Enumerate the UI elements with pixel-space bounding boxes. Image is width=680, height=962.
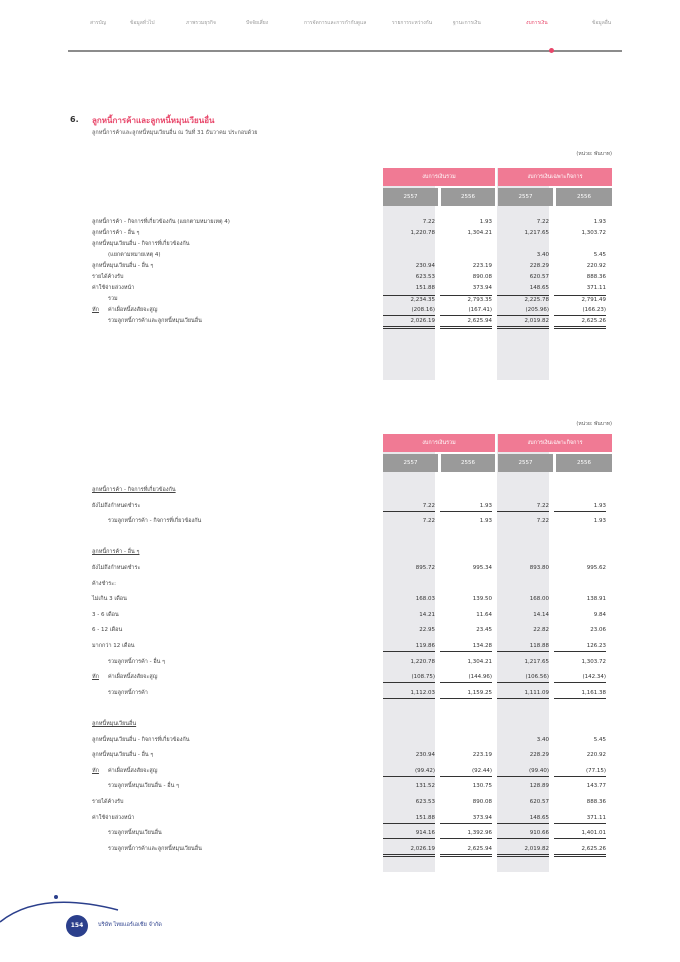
row-label: ค่าเผื่อหนี้สงสัยจะสูญ: [108, 767, 158, 774]
cell-value: 2,026.19: [383, 845, 435, 857]
nav-active-marker: [549, 48, 554, 53]
table-row: [0, 595, 680, 604]
row-label: ลูกหนี้การค้า - อื่น ๆ: [92, 549, 140, 556]
cell-value: (77.15): [554, 767, 606, 777]
cell-value: 888.36: [586, 799, 606, 805]
cell-value: 623.53: [415, 274, 435, 280]
row-label: รวมลูกหนี้การค้า - กิจการที่เกี่ยวข้องกัน: [108, 518, 202, 525]
row-label: ลูกหนี้หมุนเวียนอื่น - กิจการที่เกี่ยวข้องกัน: [92, 241, 190, 247]
header-year: 2557: [383, 454, 438, 472]
cell-value: 3.40: [536, 736, 549, 743]
cell-value: 14.21: [419, 611, 435, 618]
cell-value: 223.19: [472, 263, 492, 269]
row-label: รวมลูกหนี้การค้า - อื่น ๆ: [108, 658, 166, 665]
row-label: 6 - 12 เดือน: [92, 627, 123, 634]
cell-value: 2,625.94: [440, 317, 492, 329]
row-label: ลูกหนี้หมุนเวียนอื่น: [92, 721, 137, 727]
row-label: รวมลูกหนี้การค้า: [108, 689, 148, 696]
cell-value: (99.42): [383, 767, 435, 777]
row-label: ค่าเผื่อหนี้สงสัยจะสูญ: [108, 674, 158, 681]
row-label: ค่าใช้จ่ายล่วงหน้า: [92, 814, 135, 821]
row-label: รายได้ค้างรับ: [92, 274, 124, 280]
table-row: [0, 798, 680, 807]
cell-value: 22.82: [533, 627, 549, 634]
cell-value: 1,304.21: [467, 658, 492, 665]
nav-item[interactable]: ปัจจัยเสี่ยง: [246, 20, 269, 26]
nav-item[interactable]: ข้อมูลอื่น: [592, 20, 612, 26]
table-row: [0, 814, 680, 823]
cell-value: 1.93: [593, 518, 606, 525]
header-year: 2557: [498, 188, 553, 206]
cell-value: 3.40: [536, 252, 549, 258]
cell-value: 371.11: [554, 814, 606, 824]
table-row: [0, 240, 680, 249]
table-row: [0, 533, 680, 542]
nav-item[interactable]: ฐานะการเงิน: [453, 20, 481, 26]
row-label: ยังไม่ถึงกำหนดชำระ: [92, 502, 141, 509]
cell-value: 890.08: [472, 274, 492, 280]
table-row: [0, 767, 680, 776]
cell-value: 1,161.38: [554, 689, 606, 699]
cell-value: (108.75): [383, 673, 435, 683]
cell-value: 2,793.35: [440, 295, 492, 305]
cell-value: 168.00: [529, 596, 549, 603]
cell-value: 623.53: [415, 799, 435, 805]
cell-value: 914.16: [383, 829, 435, 839]
cell-value: 134.28: [440, 642, 492, 652]
cell-value: 230.94: [415, 752, 435, 759]
nav-item[interactable]: งบการเงิน: [526, 20, 548, 26]
cell-value: 890.08: [472, 799, 492, 805]
cell-value: 1,304.21: [467, 230, 492, 236]
cell-value: 995.62: [586, 565, 606, 571]
table-row: [0, 704, 680, 713]
cell-value: 2,225.78: [497, 295, 549, 305]
cell-value: 220.92: [586, 263, 606, 269]
cell-value: (208.16): [383, 306, 435, 316]
table-row: [0, 845, 680, 854]
table1-header: [383, 168, 612, 208]
row-label: ลูกหนี้การค้า - กิจการที่เกี่ยวข้องกัน: [92, 487, 176, 493]
top-navigation: [68, 20, 620, 40]
cell-value: (205.96): [497, 306, 549, 316]
cell-value: 14.14: [533, 611, 549, 618]
footer-company-name: บริษัท ไทยแอร์เอเชีย จำกัด: [98, 922, 162, 928]
cell-value: 2,791.49: [554, 295, 606, 305]
cell-value: 23.06: [590, 627, 606, 634]
table-row: [0, 295, 680, 304]
cell-value: 1.93: [479, 518, 492, 525]
table-row: [0, 262, 680, 271]
header-group-consolidated: งบการเงินรวม: [383, 168, 495, 186]
cell-value: 1,111.09: [497, 689, 549, 699]
cell-value: (142.34): [554, 673, 606, 683]
cell-value: 1,401.01: [554, 829, 606, 839]
row-label: มากกว่า 12 เดือน: [92, 643, 135, 649]
cell-value: 5.45: [593, 736, 606, 743]
cell-value: (167.41): [440, 306, 492, 316]
cell-value: 128.89: [529, 783, 549, 790]
cell-value: 1,392.96: [440, 829, 492, 839]
cell-value: 2,625.26: [554, 317, 606, 329]
cell-value: (144.96): [440, 673, 492, 683]
cell-value: 1,220.78: [410, 230, 435, 236]
row-label: รวม: [108, 296, 118, 302]
row-label: ค้างชำระ:: [92, 580, 117, 587]
cell-value: 126.23: [554, 642, 606, 652]
table-row: [0, 736, 680, 745]
cell-value: 139.50: [472, 596, 492, 603]
cell-value: 23.45: [476, 627, 492, 634]
cell-value: 119.86: [383, 642, 435, 652]
row-label: 3 - 6 เดือน: [92, 611, 119, 618]
table-row: [0, 720, 680, 729]
table-row: [0, 642, 680, 651]
nav-item[interactable]: รายการระหว่างกัน: [392, 20, 433, 26]
header-group-separate: งบการเงินเฉพาะกิจการ: [498, 168, 612, 186]
cell-value: 7.22: [422, 518, 435, 525]
cell-value: 371.11: [586, 285, 606, 291]
section-number: 6.: [70, 115, 79, 124]
cell-value: 148.65: [529, 285, 549, 291]
table-row: [0, 273, 680, 282]
row-label: ไม่เกิน 3 เดือน: [92, 596, 127, 603]
table-row: [0, 580, 680, 589]
page-number-badge: 154: [66, 915, 88, 937]
cell-value: 1,217.65: [524, 658, 549, 665]
header-group-consolidated: งบการเงินรวม: [383, 434, 495, 452]
table-row: [0, 317, 680, 326]
cell-value: 893.80: [529, 565, 549, 571]
row-label: ยังไม่ถึงกำหนดชำระ: [92, 565, 141, 571]
cell-value: 373.94: [440, 814, 492, 824]
header-year: 2556: [556, 188, 612, 206]
unit-label: (หน่วย: พันบาท): [576, 151, 612, 157]
nav-item[interactable]: การจัดการและการกำกับดูแล: [304, 20, 367, 26]
cell-value: 7.22: [536, 518, 549, 525]
nav-item[interactable]: ภาพรวมธุรกิจ: [186, 20, 216, 26]
cell-value: 1.93: [593, 219, 606, 225]
section-title: ลูกหนี้การค้าและลูกหนี้หมุนเวียนอื่น: [92, 116, 215, 125]
cell-value: 2,625.94: [440, 845, 492, 857]
row-prefix: หัก: [92, 767, 99, 774]
cell-value: 168.03: [415, 596, 435, 603]
cell-value: 2,625.26: [554, 845, 606, 857]
cell-value: 2,234.35: [383, 295, 435, 305]
cell-value: 131.52: [415, 783, 435, 790]
cell-value: 2,026.19: [383, 317, 435, 329]
cell-value: 151.88: [415, 285, 435, 291]
section-subtitle: ลูกหนี้การค้าและลูกหนี้หมุนเวียนอื่น ณ วันที่ 31 ธันวาคม ประกอบด้วย: [92, 130, 258, 136]
header-group-separate: งบการเงินเฉพาะกิจการ: [498, 434, 612, 452]
cell-value: 1,303.72: [581, 658, 606, 665]
row-label: ลูกหนี้หมุนเวียนอื่น - กิจการที่เกี่ยวข้องกัน: [92, 736, 190, 743]
row-prefix: หัก: [92, 674, 99, 681]
table2-header: [383, 434, 612, 474]
cell-value: 9.84: [593, 611, 606, 618]
table-row: [0, 626, 680, 635]
cell-value: 138.91: [586, 596, 606, 603]
table-row: [0, 218, 680, 227]
table-row: [0, 486, 680, 495]
cell-value: (166.23): [554, 306, 606, 316]
cell-value: 143.77: [586, 783, 606, 790]
row-label: ลูกหนี้การค้า - อื่น ๆ: [92, 230, 140, 236]
cell-value: 228.29: [529, 752, 549, 759]
table-row: [0, 502, 680, 511]
cell-value: (92.44): [440, 767, 492, 777]
cell-value: 5.45: [593, 252, 606, 258]
nav-item[interactable]: สารบัญ: [90, 20, 106, 26]
header-year: 2556: [441, 454, 495, 472]
nav-item[interactable]: ข้อมูลทั่วไป: [130, 20, 155, 26]
cell-value: 1.93: [440, 502, 492, 512]
cell-value: 895.72: [415, 565, 435, 571]
row-label: (แยกตามหมายเหตุ 4): [108, 252, 161, 258]
table-row: [0, 611, 680, 620]
header-year: 2557: [498, 454, 553, 472]
table-row: [0, 564, 680, 573]
table-row: [0, 306, 680, 315]
cell-value: 2,019.82: [497, 317, 549, 329]
cell-value: 230.94: [415, 263, 435, 269]
table-row: [0, 751, 680, 760]
row-label: ลูกหนี้หมุนเวียนอื่น - อื่น ๆ: [92, 752, 154, 759]
cell-value: 11.64: [476, 611, 492, 618]
table-row: [0, 284, 680, 293]
nav-divider: [68, 50, 622, 52]
table-row: [0, 658, 680, 667]
cell-value: 130.75: [472, 783, 492, 790]
row-label: รวมลูกหนี้การค้าและลูกหนี้หมุนเวียนอื่น: [108, 318, 202, 324]
cell-value: 7.22: [536, 219, 549, 225]
cell-value: 22.95: [419, 627, 435, 634]
cell-value: (99.40): [497, 767, 549, 777]
row-label: รวมลูกหนี้หมุนเวียนอื่น - อื่น ๆ: [108, 783, 180, 790]
row-label: ลูกหนี้การค้า - กิจการที่เกี่ยวข้องกัน (แยกตามหมายเหตุ 4): [92, 219, 230, 225]
row-label: ลูกหนี้หมุนเวียนอื่น - อื่น ๆ: [92, 263, 154, 269]
table-row: [0, 548, 680, 557]
row-label: รวมลูกหนี้การค้าและลูกหนี้หมุนเวียนอื่น: [108, 845, 202, 852]
cell-value: 148.65: [497, 814, 549, 824]
table-row: [0, 229, 680, 238]
header-year: 2557: [383, 188, 438, 206]
cell-value: 223.19: [472, 752, 492, 759]
cell-value: 220.92: [586, 752, 606, 759]
cell-value: 228.29: [529, 263, 549, 269]
table-row: [0, 782, 680, 791]
header-year: 2556: [441, 188, 495, 206]
cell-value: 910.66: [497, 829, 549, 839]
table-row: [0, 517, 680, 526]
cell-value: 151.88: [383, 814, 435, 824]
table-row: [0, 689, 680, 698]
row-label: รายได้ค้างรับ: [92, 799, 124, 805]
cell-value: 2,019.82: [497, 845, 549, 857]
cell-value: (106.56): [497, 673, 549, 683]
cell-value: 1,303.72: [581, 230, 606, 236]
cell-value: 118.88: [497, 642, 549, 652]
table-row: [0, 673, 680, 682]
cell-value: 995.34: [472, 565, 492, 571]
cell-value: 1,112.03: [383, 689, 435, 699]
cell-value: 1,220.78: [410, 658, 435, 665]
header-year: 2556: [556, 454, 612, 472]
table-row: [0, 829, 680, 838]
cell-value: 888.36: [586, 274, 606, 280]
row-label: ค่าเผื่อหนี้สงสัยจะสูญ: [108, 307, 158, 313]
table-row: [0, 251, 680, 260]
cell-value: 7.22: [497, 502, 549, 512]
cell-value: 373.94: [472, 285, 492, 291]
cell-value: 1.93: [479, 219, 492, 225]
row-label: รวมลูกหนี้หมุนเวียนอื่น: [108, 830, 162, 837]
unit-label: (หน่วย: พันบาท): [576, 421, 612, 427]
cell-value: 7.22: [383, 502, 435, 512]
cell-value: 7.22: [422, 219, 435, 225]
cell-value: 620.57: [529, 799, 549, 805]
cell-value: 1,159.25: [440, 689, 492, 699]
cell-value: 1,217.65: [524, 230, 549, 236]
row-label: ค่าใช้จ่ายล่วงหน้า: [92, 285, 135, 291]
cell-value: 620.57: [529, 274, 549, 280]
cell-value: 1.93: [554, 502, 606, 512]
row-prefix: หัก: [92, 307, 99, 313]
